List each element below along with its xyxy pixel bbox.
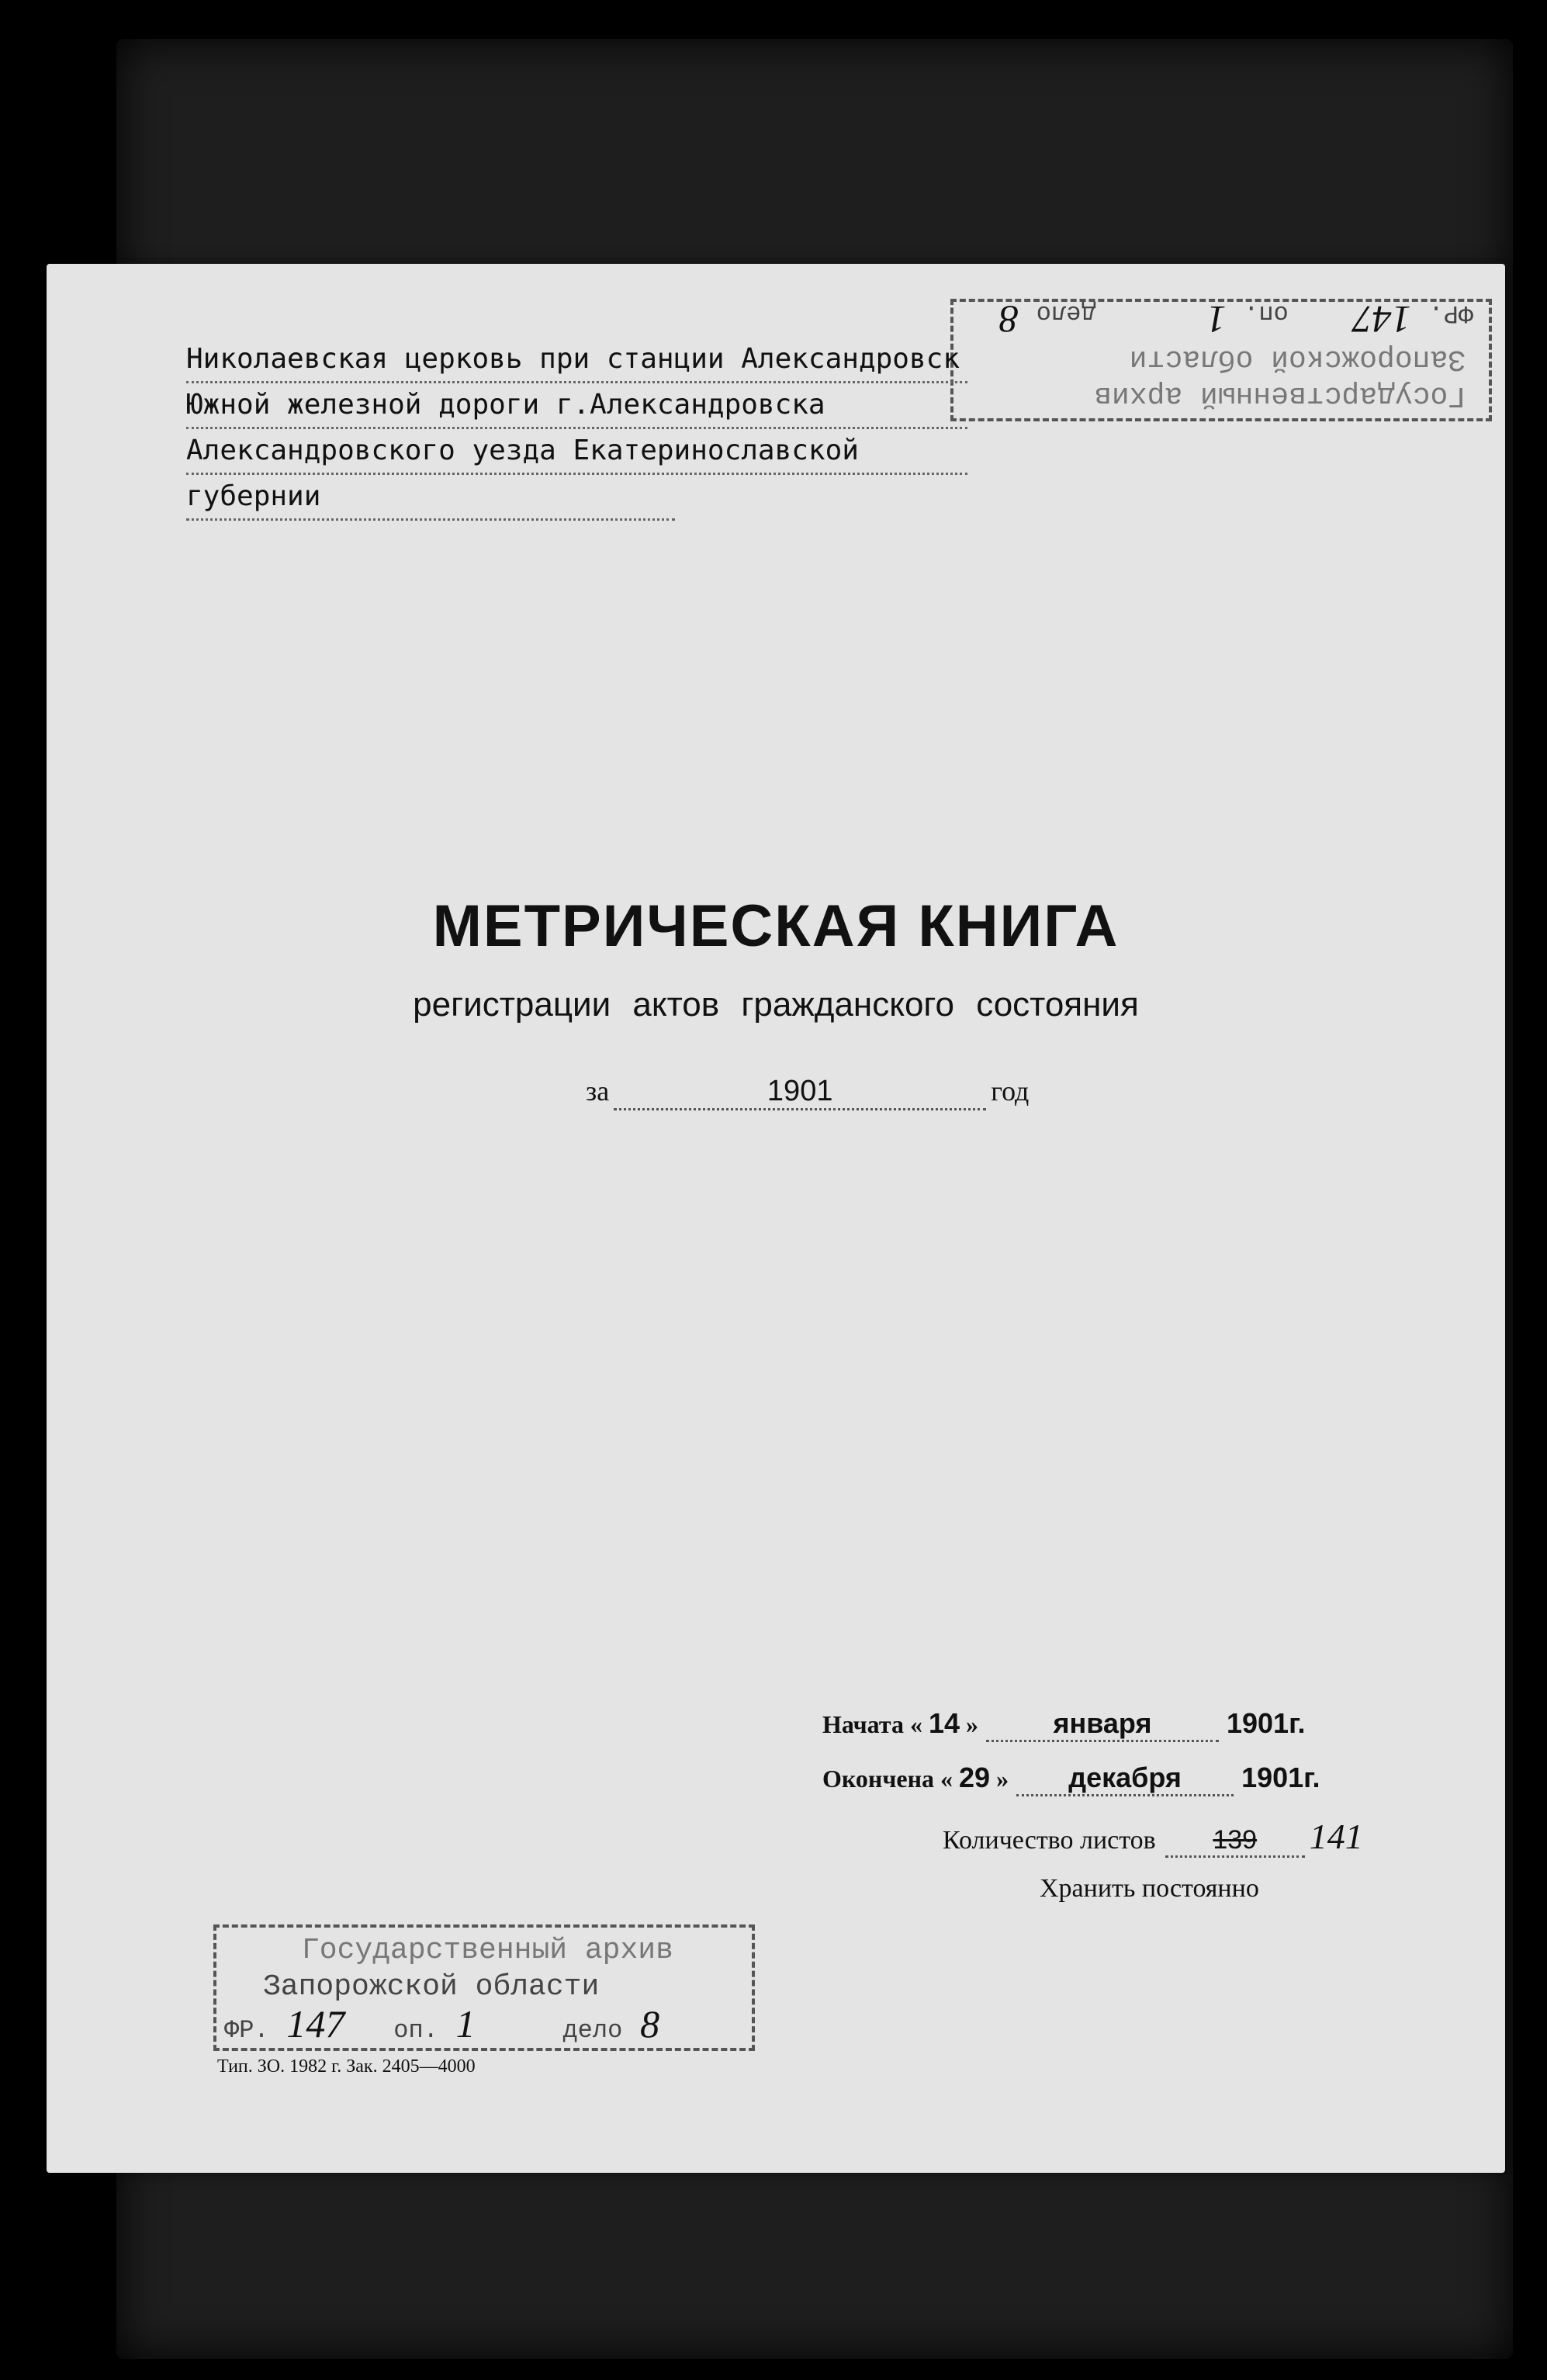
start-quote: » [965,1710,978,1738]
end-day: 29 [959,1762,991,1793]
church-line-3: Александровского уезда Екатеринославской [186,429,967,475]
document-subtitle: регистрации актов гражданского состояния [413,986,1139,1024]
retention-note: Хранить постоянно [1040,1874,1259,1903]
church-header [186,338,967,521]
archive-stamp-bottom [213,1924,755,2051]
start-date-row [822,1707,1320,1762]
stamp-bottom-opis: 1 [455,2002,476,2046]
dates-block [822,1707,1320,1816]
stamp-top-fond: 147 [1352,298,1411,341]
stamp-bottom-fond-label: ФР. [224,2016,269,2045]
start-label: Начата « [822,1710,922,1738]
sheets-label: Количество листов [943,1826,1156,1855]
end-date-row [822,1762,1320,1816]
year-value: 1901 [614,1075,986,1110]
start-year: 1901г. [1226,1707,1306,1739]
end-quote: » [996,1765,1009,1793]
church-line-2: Южной железной дороги г.Александровска [186,383,967,429]
sheets-old-value: 139 [1213,1825,1258,1855]
document-title: МЕТРИЧЕСКАЯ КНИГА [432,893,1120,959]
sheets-count-row [943,1816,1363,1858]
stamp-bottom-delo: 8 [640,2002,660,2046]
cover-page [47,264,1505,2173]
stamp-bottom-delo-label: дело [562,2016,623,2045]
church-line-1: Николаевская церковь при станции Александровск [186,338,967,383]
year-suffix: год [991,1076,1030,1107]
end-label: Окончена « [822,1765,953,1793]
stamp-top-delo-label: дело [1036,299,1096,327]
stamp-top-line1: Государственный архив [1094,379,1466,412]
end-year: 1901г. [1241,1762,1320,1793]
archive-stamp-top [950,299,1492,421]
stamp-bottom-fond: 147 [286,2002,345,2046]
stamp-top-fond-label: ФР. [1428,299,1473,327]
stamp-top-line2: Запорожской области [1129,342,1466,376]
stamp-top-opis-label: оп. [1244,299,1289,327]
stamp-top-delo: 8 [998,298,1019,341]
stamp-bottom-line2: Запорожской области [263,1970,600,2004]
print-info: Тип. ЗО. 1982 г. Зак. 2405—4000 [217,2056,476,2077]
year-line [586,1075,1029,1110]
end-month: декабря [1016,1762,1234,1796]
year-prefix: за [586,1076,610,1107]
stamp-bottom-opis-label: оп. [393,2016,438,2045]
church-line-4: губернии [186,475,675,521]
sheets-new-value: 141 [1309,1817,1363,1856]
start-day: 14 [928,1707,960,1739]
start-month: января [986,1707,1219,1742]
stamp-bottom-line1: Государственный архив [302,1934,673,1967]
stamp-top-opis: 1 [1206,298,1227,341]
